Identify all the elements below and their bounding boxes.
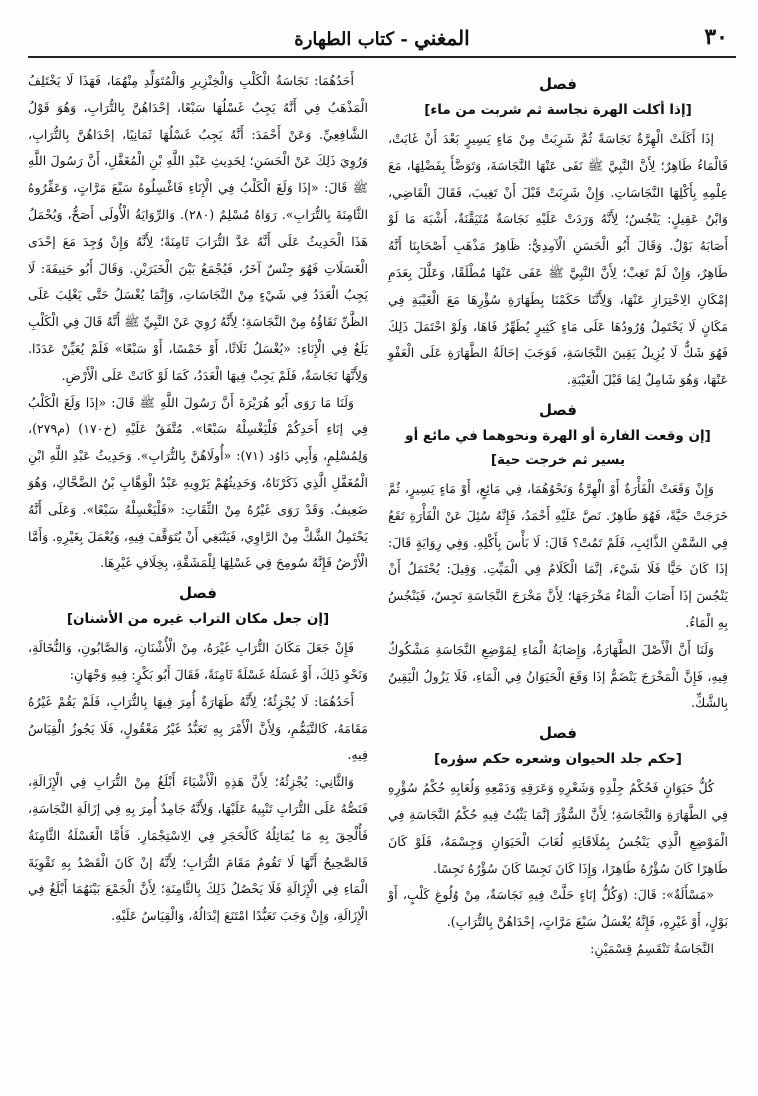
left-column — [28, 68, 368, 930]
paragraph: فَإِنْ جَعَلَ مَكَانَ التُّرَابِ غَيْرَهُ، مِنْ الْأُشْنَانِ، وَالصَّابُونِ، وَالنُّخَالَةِ، وَنَحْوِ ذَلِكَ، أَوْ غَسَلَهُ غَسْلَةً ثَامِنَةً، فَقَالَ أَبُو بَكْرٍ: فِيهِ وَجْهَانِ: — [28, 640, 368, 682]
section-label: فصل — [539, 75, 577, 93]
section-heading: [إن جعل مكان التراب غيره من الأشنان] — [66, 611, 330, 628]
paragraph: إذَا أَكَلَتْ الْهِرَّةُ نَجَاسَةً ثُمَّ شَرِبَتْ مِنْ مَاءٍ يَسِيرٍ بَعْدَ أَنْ غَابَتْ، فَالْمَاءُ طَاهِرٌ؛ لِأَنَّ النَّبِيَّ ﷺ نَفَى عَنْهَا النَّجَاسَةَ، وَتَوَضَّأَ بِفَضْلِهَا، مَعَ عِلْمِهِ بِأَكْلِهَا النَّجَاسَاتِ. وَإِنْ شَرِبَتْ قَبْلَ أَنْ تَغِيبَ، فَقَالَ الْقَاضِي، وَابْنُ عَقِيلٍ: يَنْجُسُ؛ لِأَنَّهُ وَرَدَتْ عَلَيْهِ نَجَاسَةٌ مُتَيَقَّنَةٌ، أَشْبَهَ مَا لَوْ أَصَابَهُ بَوْلٌ. وَقَالَ أَبُو الْحَسَنِ الْآمِدِيُّ: ظَاهِرُ مَذْهَبِ أَصْحَابِنَا أَنَّهُ طَاهِرٌ، وَإِنْ لَمْ تَغِبْ؛ لِأَنَّ النَّبِيَّ ﷺ عَفَى عَنْهَا مُطْلَقًا، وَعَلَّلَ بِعَدَمِ إمْكَانِ الِاحْتِرَازِ عَنْهَا، وَلِأَنَّنَا حَكَمْنَا بِطَهَارَةِ سُؤْرِهَا مَعَ الْغَيْبَةِ فِي مَكَانٍ لَا يَحْتَمِلُ وُرُودُهَا عَلَى مَاءٍ كَثِيرٍ يُطَهِّرُ فَاهَا، وَلَوْ احْتَمَلَ ذَلِكَ فَهُوَ شَكٌّ لَا يُزِيلُ يَقِينَ النَّجَاسَةِ، فَوَجَبَ إحَالَةُ الطَّهَارَةِ عَلَى الْعَفْوِ عَنْهَا، وَهُوَ شَامِلٌ لِمَا قَبْلَ الْغَيْبَةِ. — [388, 131, 728, 388]
paragraph: «مَسْأَلَةٌ»: قَالَ: (وَكُلُّ إنَاءٍ حَلَّتْ فِيهِ نَجَاسَةٌ، مِنْ وُلُوغِ كَلْبٍ، أَوْ بَوْلٍ، أَوْ غَيْرِهِ، فَإِنَّهُ يُغْسَلُ سَبْعَ مَرَّاتٍ، إحْدَاهُنَّ بِالتُّرَابِ). — [388, 887, 728, 930]
page-header — [28, 22, 736, 58]
paragraph: أَحَدُهُمَا: نَجَاسَةُ الْكَلْبِ وَالْخِنْزِيرِ وَالْمُتَوَلِّدِ مِنْهُمَا، فَهَذَا لَا يَخْتَلِفُ الْمَذْهَبُ فِي أَنَّهُ يَجِبُ غَسْلُهَا سَبْعًا، إحْدَاهُنَّ بِالتُّرَابِ، وَهُوَ قَوْلُ الشَّافِعِيِّ. وَعَنْ أَحْمَدَ: أَنَّهُ يَجِبُ غَسْلُهَا ثَمَانِيًا، إحْدَاهُنَّ بِالتُّرَابِ، وَرُوِيَ ذَلِكَ عَنْ الْحَسَنِ؛ لِحَدِيثِ عَبْدِ اللَّهِ بْنِ الْمُغَفَّلِ، أَنَّ رَسُولَ اللَّهِ ﷺ قَالَ: «إذَا وَلَغَ الْكَلْبُ فِي الْإِنَاءِ فَاغْسِلُوهُ سَبْعَ مَرَّاتٍ، وَعَفِّرُوهُ الثَّامِنَةَ بِالتُّرَابِ». رَوَاهُ مُسْلِمٌ (٢٨٠). وَالرِّوَايَةُ الْأُولَى أَصَحُّ، وَيُحْمَلُ هَذَا الْحَدِيثُ عَلَى أَنَّهُ عَدَّ التُّرَابَ ثَامِنَةً؛ لِأَنَّهُ وَإِنْ وُجِدَ مَعَ إحْدَى الْغَسَلَاتِ فَهُوَ جِنْسٌ آخَرُ، فَيُجْمَعُ بَيْنَ الْخَبَرَيْنِ. وَقَالَ أَبُو حَنِيفَةَ: لَا يَجِبُ الْعَدَدُ فِي شَيْءٍ مِنْ النَّجَاسَاتِ، وَإِنَّمَا يُغْسَلُ حَتَّى يَغْلِبَ عَلَى الظَّنِّ نَقَاؤُهُ مِنْ النَّجَاسَةِ؛ لِأَنَّهُ رُوِيَ عَنْ النَّبِيِّ ﷺ أَنَّهُ قَالَ فِي الْكَلْبِ يَلَغُ فِي الْإِنَاءِ: «يُغْسَلُ ثَلَاثًا، أَوْ خَمْسًا، أَوْ سَبْعًا» فَلَمْ يُعَيِّنْ عَدَدًا. وَلِأَنَّهَا نَجَاسَةٌ، فَلَمْ يَجِبْ فِيهَا الْعَدَدُ، كَمَا لَوْ كَانَتْ عَلَى الْأَرْضِ. — [28, 73, 368, 383]
section-heading: [إذا أكلت الهرة نجاسة ثم شربت من ماء] — [424, 102, 692, 118]
page-number: ٣٠ — [704, 24, 728, 50]
section-heading: [إن وقعت الفارة أو الهرة ونحوهما في مائع أو يسير ثم خرجت حية] — [405, 427, 711, 468]
running-title — [28, 26, 736, 50]
paragraph: وَالثَّانِي: يُجْزِئُهُ؛ لِأَنَّ هَذِهِ الْأَشْيَاءَ أَبْلَغُ مِنْ التُّرَابِ فِي الْإِزَالَةِ، فَنَصُّهُ عَلَى التُّرَابِ تَنْبِيهٌ عَلَيْهَا، وَلِأَنَّهُ جَامِدٌ أُمِرَ بِهِ فِي إزَالَةِ النَّجَاسَةِ، فَأُلْحِقَ بِهِ مَا يُمَاثِلُهُ كَالْحَجَرِ فِي الِاسْتِجْمَارِ. فَأَمَّا الْغَسْلَةُ الثَّامِنَةُ فَالصَّحِيحُ أَنَّهَا لَا تَقُومُ مَقَامَ التُّرَابِ؛ لِأَنَّهُ إنْ كَانَ الْقَصْدُ بِهِ تَقْوِيَةَ الْمَاءِ فِي الْإِزَالَةِ فَلَا يَحْصُلُ ذَلِكَ بِالثَّامِنَةِ؛ لِأَنَّ الْجَمْعَ بَيْنَهُمَا أَبْلَغُ فِي الْإِزَالَةِ، وَإِنْ وَجَبَ تَعَبُّدًا امْتَنَعَ إبْدَالُهُ، وَالْقِيَاسُ عَلَيْهِ. — [28, 774, 368, 924]
section-label: فصل — [539, 400, 577, 419]
section-label: فصل — [179, 584, 217, 603]
title-separator: - — [394, 29, 415, 50]
paragraph: وَلَنَا أَنَّ الْأَصْلَ الطَّهَارَةُ، وَإِصَابَةُ الْمَاءِ لِمَوْضِعِ النَّجَاسَةِ مَشْكُوكٌ فِيهِ، فَإِنَّ الْمَخْرَجَ يَنْضَمُّ إذَا وَقَعَ الْحَيَوَانُ فِي الْمَاءِ، فَلَا يَزُولُ الْيَقِينُ بِالشَّكِّ. — [388, 641, 728, 711]
section-label: فصل — [539, 724, 577, 743]
right-column — [388, 68, 728, 963]
paragraph: كُلُّ حَيَوَانٍ فَحُكْمُ جِلْدِهِ وَشَعْرِهِ وَعَرَقِهِ وَدَمْعِهِ وَلُعَابِهِ حُكْمُ سُؤْرِهِ فِي الطَّهَارَةِ وَالنَّجَاسَةِ؛ لِأَنَّ السُّؤْرَ إنَّمَا يَثْبُتُ فِيهِ حُكْمُ النَّجَاسَةِ فِي الْمَوْضِعِ الَّذِي يَنْجُسُ بِمُلَاقَاتِهِ لُعَابَ الْحَيَوَانِ وَجِسْمَهُ، فَلَوْ كَانَ طَاهِرًا كَانَ سُؤْرُهُ طَاهِرًا، وَإِذَا كَانَ نَجِسًا كَانَ سُؤْرُهُ نَجِسًا. — [388, 780, 728, 876]
chapter-title: كتاب الطهارة — [294, 29, 395, 50]
paragraph: أَحَدُهُمَا: لَا يُجْزِئُهُ؛ لِأَنَّهُ طَهَارَةٌ أُمِرَ فِيهَا بِالتُّرَابِ، فَلَمْ يَقُمْ غَيْرُهُ مَقَامَهُ، كَالتَّيَمُّمِ، وَلِأَنَّ الْأَمْرَ بِهِ تَعَبُّدٌ غَيْرُ مَعْقُولٍ، فَلَا يَجُوزُ الْقِيَاسُ فِيهِ. — [28, 693, 368, 763]
book-title: المغني — [414, 26, 470, 50]
paragraph: النَّجَاسَةُ تَنْقَسِمُ قِسْمَيْنِ: — [590, 940, 714, 956]
paragraph: وَلَنَا مَا رَوَى أَبُو هُرَيْرَةَ أَنَّ رَسُولَ اللَّهِ ﷺ قَالَ: «إذَا وَلَغَ الْكَلْبُ فِي إنَاءِ أَحَدِكُمْ فَلْيَغْسِلْهُ سَبْعًا». مُتَّفَقٌ عَلَيْهِ (خ١٧٠) (م٢٧٩)، وَلِمُسْلِمٍ، وَأَبِي دَاوُد (٧١): «أُولَاهُنَّ بِالتُّرَابِ». وَحَدِيثُ عَبْدِ اللَّهِ ابْنِ الْمُغَفَّلِ الَّذِي ذَكَرْنَاهُ، وَحَدِيثُهُمْ يَرْوِيهِ عَبْدُ الْوَهَّابِ بْنُ الضَّحَّاكِ، وَهُوَ ضَعِيفٌ. وَقَدْ رَوَى غَيْرُهُ مِنْ الثِّقَاتِ: «فَلْيَغْسِلْهُ سَبْعًا». وَعَلَى أَنَّهُ يَحْتَمِلُ الشَّكَّ مِنْ الرَّاوِي، فَيَنْبَغِي أَنْ يُتَوَقَّفَ فِيهِ، وَيُعْمَلَ بِغَيْرِهِ. وَأَمَّا الْأَرْضُ فَإِنَّهُ سُومِحَ فِي غَسْلِهَا لِلْمَشَقَّةِ، بِخِلَافِ غَيْرِهَا. — [28, 394, 368, 571]
paragraph: وَإِنْ وَقَعَتْ الْفَأْرَةُ أَوْ الْهِرَّةُ وَنَحْوُهُمَا، فِي مَائِعٍ، أَوْ مَاءٍ يَسِيرٍ، ثُمَّ خَرَجَتْ حَيَّةً، فَهُوَ طَاهِرٌ. نَصَّ عَلَيْهِ أَحْمَدُ، فَإِنَّهُ سُئِلَ عَنْ الْفَأْرَةِ تَقَعُ فِي السَّمْنِ الذَّائِبِ، فَلَمْ تَمُتْ؟ قَالَ: لَا بَأْسَ بِأَكْلِهِ. وَفِي رِوَايَةٍ قَالَ: إذَا كَانَ حَيًّا فَلَا شَيْءَ، إنَّمَا الْكَلَامُ فِي الْمَيِّتِ. وَقِيلَ: يُحْتَمَلُ أَنْ يَنْجُسَ إذَا أَصَابَ الْمَاءُ مَخْرَجَهَا؛ لِأَنَّ مَخْرَجَ النَّجَاسَةِ نَجِسٌ، فَيَنْجُسُ بِهِ الْمَاءُ. — [388, 480, 728, 630]
section-heading: [حكم جلد الحيوان وشعره حكم سؤره] — [434, 751, 682, 768]
